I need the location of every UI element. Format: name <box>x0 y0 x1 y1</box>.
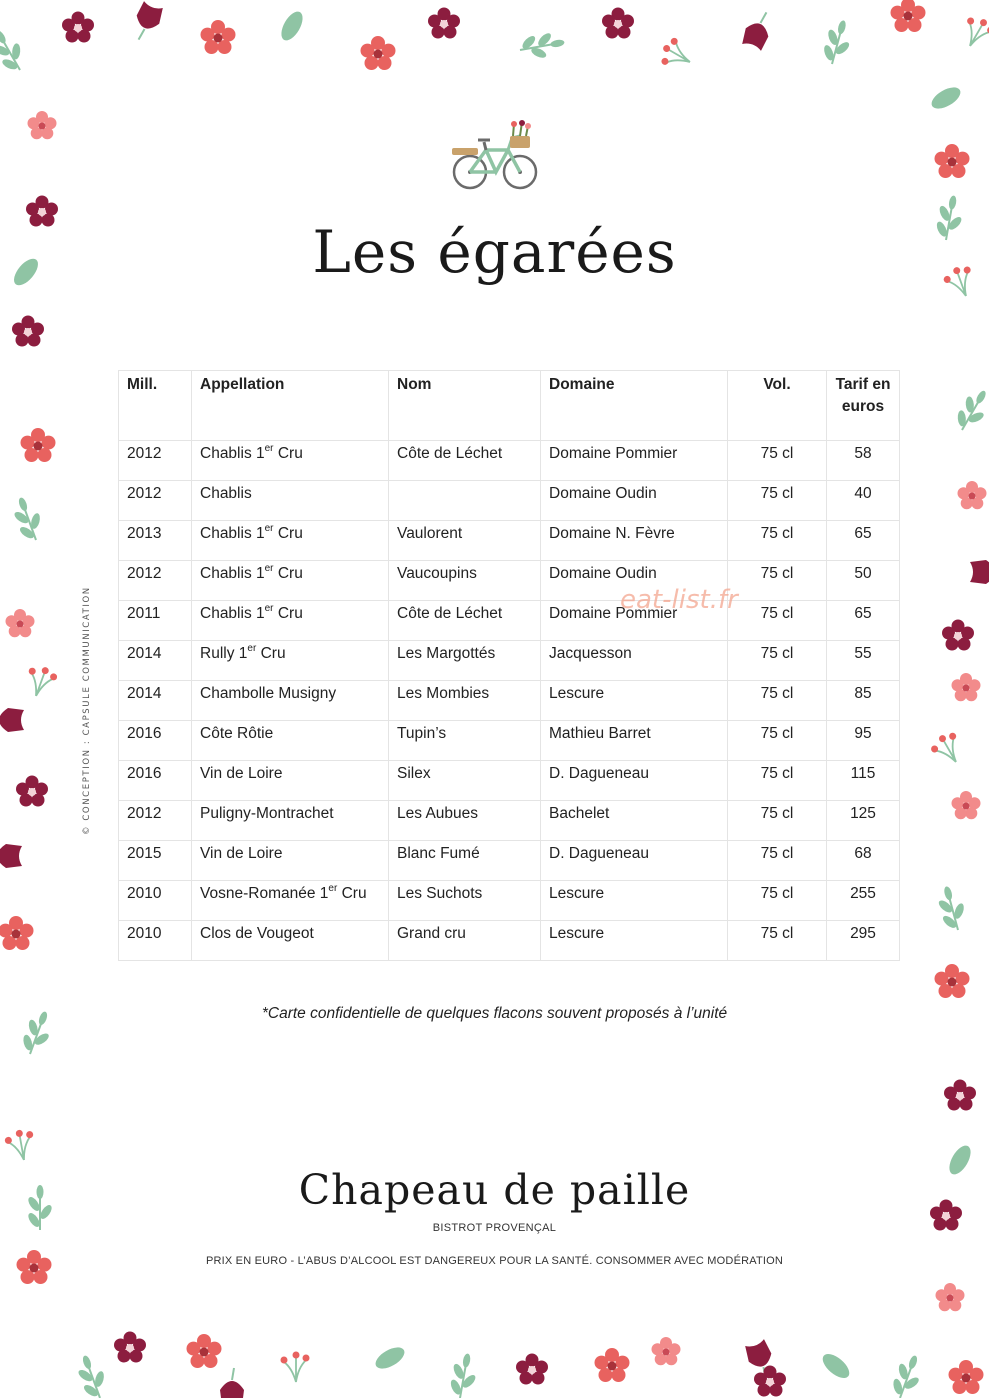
cell-nom: Les Aubues <box>389 801 541 841</box>
cell-mill: 2014 <box>119 641 192 681</box>
cell-appellation <box>192 481 389 521</box>
cell-nom: Les Margottés <box>389 641 541 681</box>
appellation-superscript: er <box>264 523 274 534</box>
table-header-row <box>119 371 900 441</box>
cell-mill: 2012 <box>119 561 192 601</box>
header-appellation: Appellation <box>192 371 389 441</box>
restaurant-subtitle: BISTROT PROVENÇAL <box>432 1222 557 1234</box>
cell-mill: 2011 <box>119 601 192 641</box>
cell-tarif: 58 <box>827 441 900 481</box>
cell-tarif: 115 <box>827 761 900 801</box>
cell-domaine: Lescure <box>541 921 728 961</box>
header-tarif <box>827 371 900 441</box>
cell-mill: 2010 <box>119 921 192 961</box>
cell-vol: 75 cl <box>728 881 827 921</box>
cell-appellation <box>192 841 389 881</box>
cell-nom <box>389 481 541 521</box>
cell-vol: 75 cl <box>728 641 827 681</box>
cell-tarif: 55 <box>827 641 900 681</box>
cell-nom: Côte de Léchet <box>389 441 541 481</box>
header-vol: Vol. <box>728 371 827 441</box>
cell-nom: Côte de Léchet <box>389 601 541 641</box>
cell-vol: 75 cl <box>728 601 827 641</box>
appellation-text: Côte Rôtie <box>200 725 274 742</box>
appellation-suffix: Cru <box>273 605 303 622</box>
cell-nom: Les Mombies <box>389 681 541 721</box>
cell-domaine: Lescure <box>541 881 728 921</box>
appellation-superscript: er <box>264 443 274 454</box>
appellation-superscript: er <box>247 643 257 654</box>
design-credit: © CONCEPTION : CAPSULE COMMUNICATION <box>82 586 92 835</box>
cell-vol: 75 cl <box>728 521 827 561</box>
header-tarif-line2: euros <box>841 398 885 415</box>
cell-domaine: Domaine Pommier <box>541 601 728 641</box>
cell-nom: Vaucoupins <box>389 561 541 601</box>
cell-tarif: 65 <box>827 601 900 641</box>
appellation-text: Chablis 1 <box>200 445 265 462</box>
appellation-text: Vin de Loire <box>200 845 283 862</box>
cell-appellation <box>192 761 389 801</box>
appellation-text: Vin de Loire <box>200 765 283 782</box>
appellation-text: Puligny-Montrachet <box>200 805 334 822</box>
watermark: eat-list.fr <box>620 585 738 615</box>
cell-mill: 2015 <box>119 841 192 881</box>
cell-mill: 2014 <box>119 681 192 721</box>
table-row <box>119 561 900 601</box>
appellation-text: Chablis 1 <box>200 565 265 582</box>
cell-mill: 2012 <box>119 801 192 841</box>
cell-mill: 2010 <box>119 881 192 921</box>
cell-nom: Les Suchots <box>389 881 541 921</box>
appellation-text: Chambolle Musigny <box>200 685 337 702</box>
cell-appellation <box>192 881 389 921</box>
cell-nom: Silex <box>389 761 541 801</box>
cell-vol: 75 cl <box>728 801 827 841</box>
appellation-suffix: Cru <box>273 525 303 542</box>
appellation-text: Rully 1 <box>200 645 248 662</box>
cell-domaine: Jacquesson <box>541 641 728 681</box>
table-row <box>119 441 900 481</box>
cell-vol: 75 cl <box>728 681 827 721</box>
cell-tarif: 125 <box>827 801 900 841</box>
cell-appellation <box>192 641 389 681</box>
table-row <box>119 721 900 761</box>
cell-vol: 75 cl <box>728 441 827 481</box>
cell-appellation <box>192 801 389 841</box>
cell-mill: 2016 <box>119 761 192 801</box>
legal-notice: PRIX EN EURO - L’ABUS D’ALCOOL EST DANGEREUX POUR LA SANTÉ. CONSOMMER AVEC MODÉRATION <box>205 1255 784 1267</box>
appellation-text: Clos de Vougeot <box>200 925 314 942</box>
appellation-suffix: Cru <box>256 645 286 662</box>
cell-nom: Grand cru <box>389 921 541 961</box>
appellation-text: Chablis 1 <box>200 525 265 542</box>
appellation-superscript: er <box>264 603 274 614</box>
cell-vol: 75 cl <box>728 481 827 521</box>
cell-tarif: 95 <box>827 721 900 761</box>
bicycle-icon <box>450 120 542 196</box>
cell-appellation <box>192 601 389 641</box>
cell-tarif: 68 <box>827 841 900 881</box>
cell-tarif: 50 <box>827 561 900 601</box>
header-domaine: Domaine <box>541 371 728 441</box>
header-mill: Mill. <box>119 371 192 441</box>
appellation-suffix: Cru <box>273 445 303 462</box>
appellation-suffix: Cru <box>273 565 303 582</box>
cell-appellation <box>192 721 389 761</box>
cell-domaine: Domaine Oudin <box>541 561 728 601</box>
cell-tarif: 255 <box>827 881 900 921</box>
footnote: *Carte confidentielle de quelques flacons souvent proposés à l’unité <box>261 1005 728 1022</box>
cell-tarif: 295 <box>827 921 900 961</box>
appellation-text: Chablis 1 <box>200 605 265 622</box>
cell-vol: 75 cl <box>728 761 827 801</box>
table-row <box>119 801 900 841</box>
cell-nom: Vaulorent <box>389 521 541 561</box>
cell-mill: 2013 <box>119 521 192 561</box>
appellation-text: Chablis <box>200 485 252 502</box>
table-row <box>119 521 900 561</box>
cell-nom: Tupin’s <box>389 721 541 761</box>
cell-nom: Blanc Fumé <box>389 841 541 881</box>
appellation-superscript: er <box>264 563 274 574</box>
table-row <box>119 641 900 681</box>
table-row <box>119 681 900 721</box>
header-tarif-line1: Tarif en <box>835 376 891 393</box>
wine-table <box>118 370 900 961</box>
cell-mill: 2016 <box>119 721 192 761</box>
cell-domaine: Domaine N. Fèvre <box>541 521 728 561</box>
cell-domaine: D. Dagueneau <box>541 761 728 801</box>
cell-appellation <box>192 921 389 961</box>
cell-domaine: Domaine Oudin <box>541 481 728 521</box>
table-row <box>119 921 900 961</box>
table-row <box>119 601 900 641</box>
cell-tarif: 85 <box>827 681 900 721</box>
table-row <box>119 481 900 521</box>
appellation-text: Vosne-Romanée 1 <box>200 885 329 902</box>
cell-vol: 75 cl <box>728 921 827 961</box>
cell-mill: 2012 <box>119 441 192 481</box>
cell-domaine: Domaine Pommier <box>541 441 728 481</box>
cell-domaine: Bachelet <box>541 801 728 841</box>
cell-domaine: Lescure <box>541 681 728 721</box>
page-title: Les égarées <box>312 218 677 286</box>
appellation-suffix: Cru <box>337 885 367 902</box>
cell-appellation <box>192 561 389 601</box>
cell-appellation <box>192 521 389 561</box>
header-nom: Nom <box>389 371 541 441</box>
cell-appellation <box>192 681 389 721</box>
cell-mill: 2012 <box>119 481 192 521</box>
cell-appellation <box>192 441 389 481</box>
cell-domaine: D. Dagueneau <box>541 841 728 881</box>
cell-domaine: Mathieu Barret <box>541 721 728 761</box>
restaurant-name: Chapeau de paille <box>298 1166 691 1214</box>
cell-vol: 75 cl <box>728 721 827 761</box>
table-row <box>119 881 900 921</box>
table-row <box>119 841 900 881</box>
appellation-superscript: er <box>328 883 338 894</box>
cell-vol: 75 cl <box>728 561 827 601</box>
cell-tarif: 40 <box>827 481 900 521</box>
table-row <box>119 761 900 801</box>
cell-vol: 75 cl <box>728 841 827 881</box>
cell-tarif: 65 <box>827 521 900 561</box>
